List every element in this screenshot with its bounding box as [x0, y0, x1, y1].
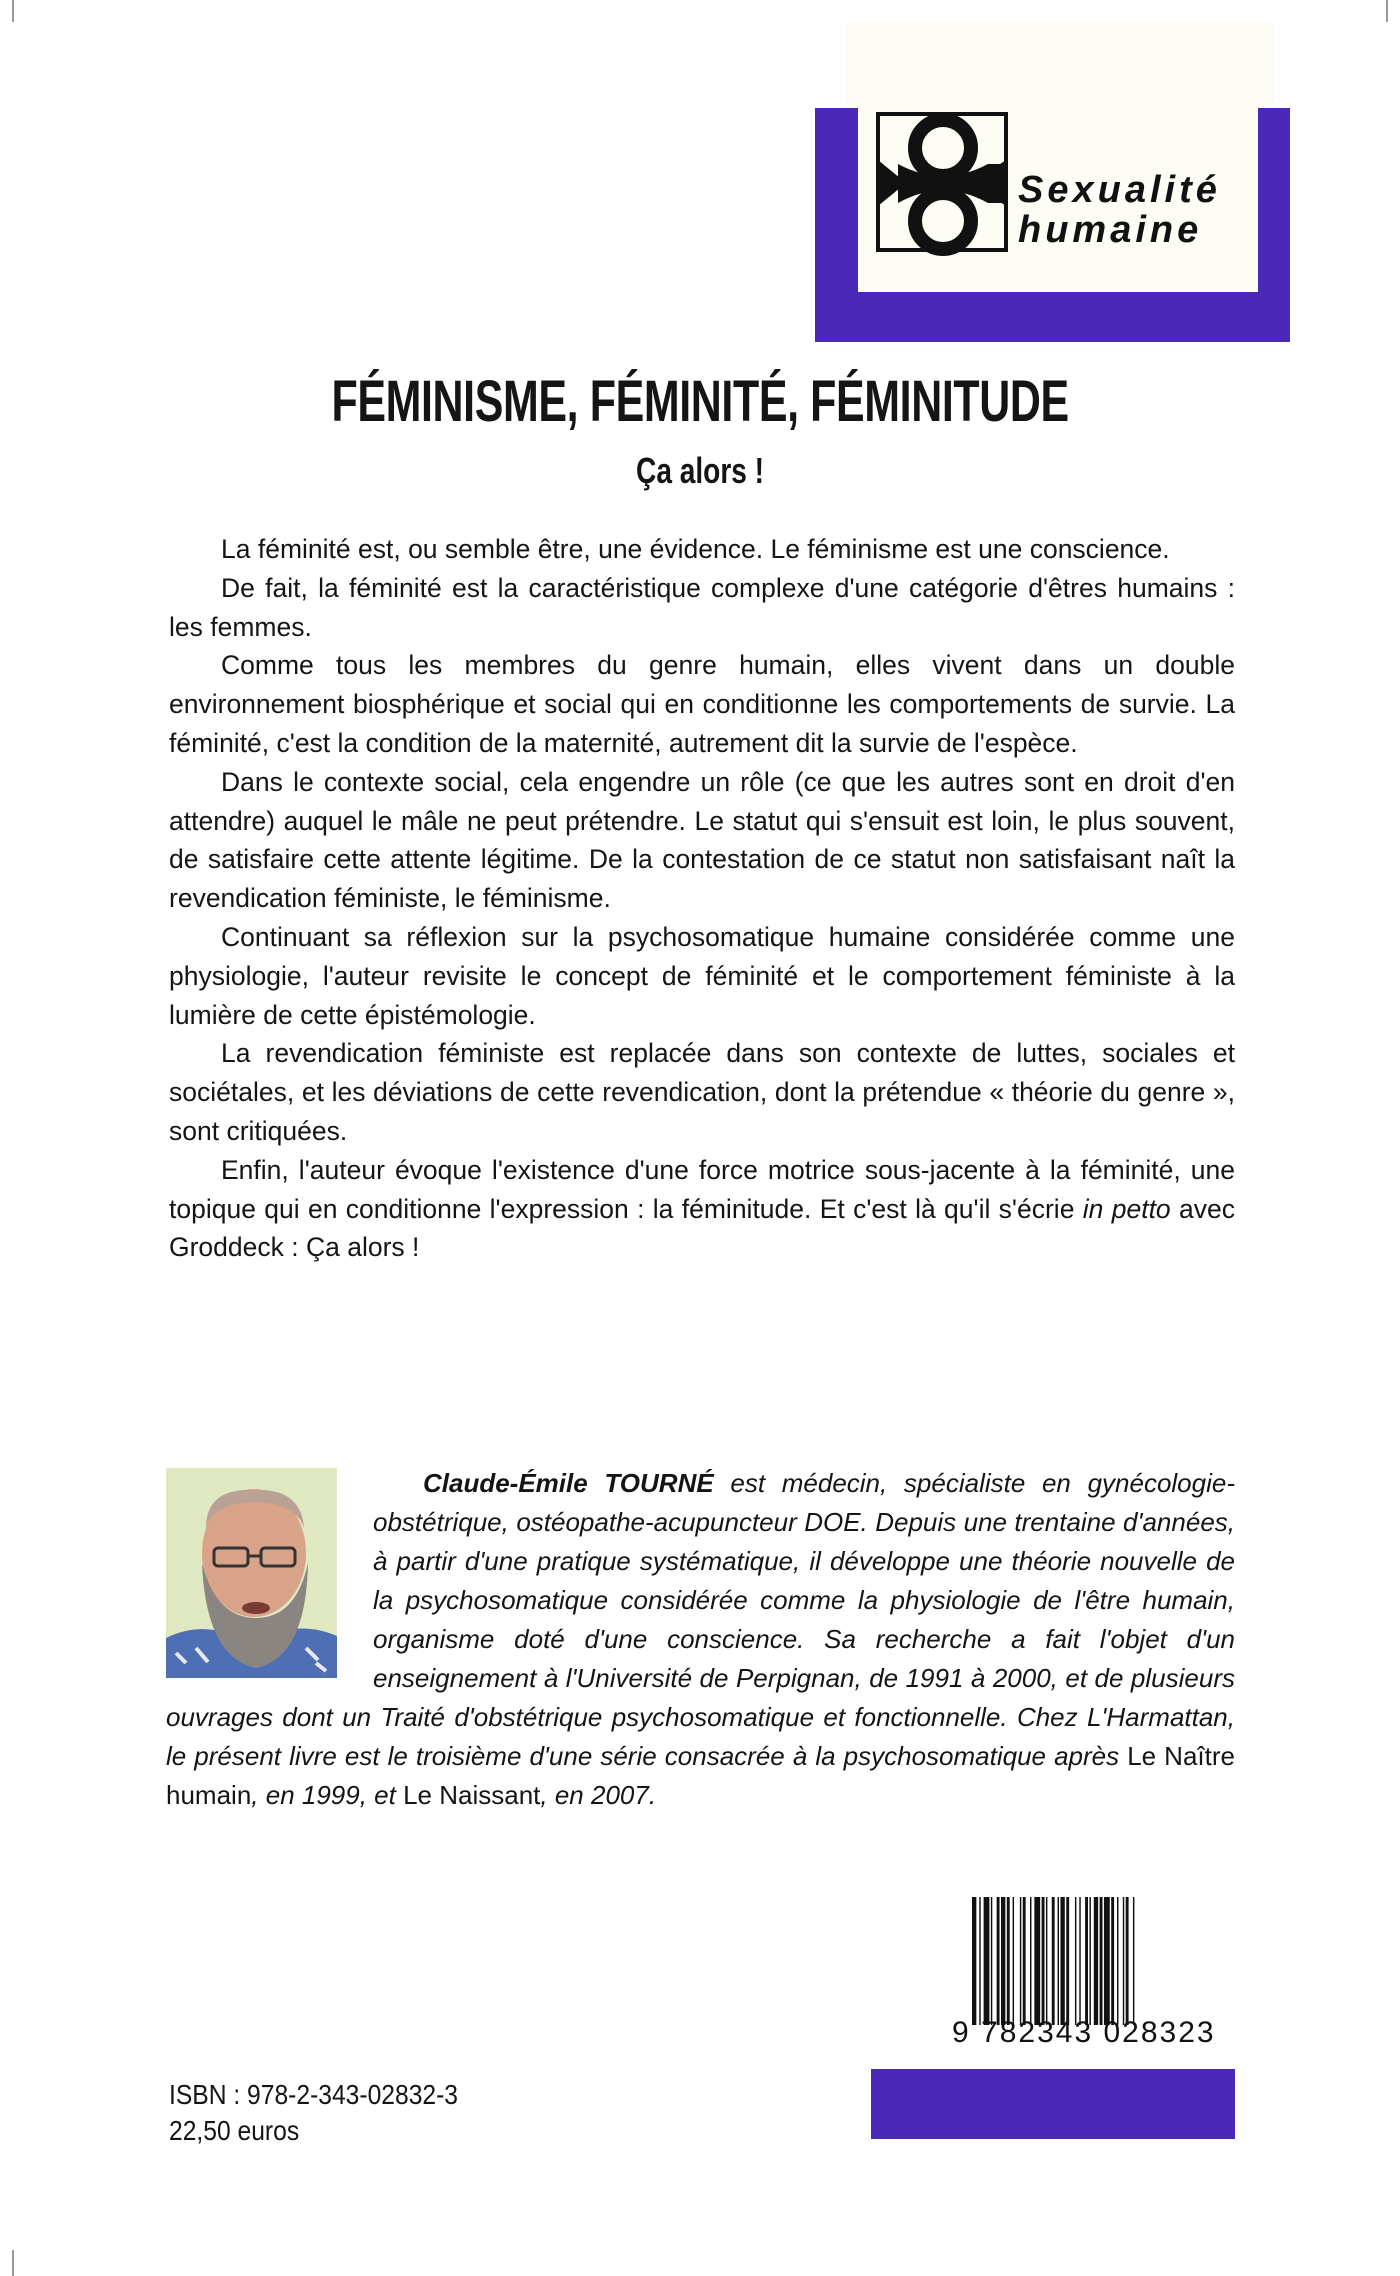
price: 22,50 euros [169, 2115, 300, 2146]
barcode-bar [1052, 1897, 1055, 2025]
book-title [0, 368, 1400, 435]
barcode-bar [1126, 1897, 1129, 2025]
barcode-bar [1075, 1897, 1076, 2025]
series-name [1018, 170, 1221, 250]
barcode-bar [991, 1897, 992, 2025]
barcode-bar [1030, 1897, 1031, 2025]
crop-mark [12, 0, 14, 22]
text: avec Groddeck : Ça alors ! [169, 1193, 1235, 1263]
blurb-paragraph: Continuant sa réflexion sur la psychosomatique humaine considérée comme une physiologie, l'auteur revisite le concept de féminité et le comportement féministe à la lumière de cette épistémologie. [169, 921, 1235, 1030]
barcode-bar [1094, 1897, 1098, 2025]
book-title-ref: Le Naître humain [166, 1741, 1235, 1810]
blurb-paragraph: Comme tous les membres du genre humain, elles vivent dans un double environnement biosphérique et social qui en conditionne les comportements de survie. La féminité, c'est la condition de la maternité, autrement dit la survie de l'espèce. [169, 650, 1235, 758]
italic-text: in petto [1082, 1193, 1171, 1224]
barcode-bar [1023, 1897, 1026, 2025]
book-title-text: FÉMINISME, FÉMINITÉ, FÉMINITUDE [331, 369, 1069, 434]
barcode-bar [1111, 1897, 1114, 2025]
bio-text: , en 1999, et [251, 1780, 404, 1810]
barcode-bar [1001, 1897, 1005, 2025]
crop-mark [12, 2250, 14, 2276]
author-photo [166, 1468, 337, 1678]
gender-symbol-icon [876, 108, 1010, 258]
barcode-bar [1007, 1897, 1010, 2025]
book-subtitle-text: Ça alors ! [636, 450, 764, 491]
barcode-bar [1123, 1897, 1124, 2025]
purple-block [871, 2069, 1235, 2139]
barcode-bar [1058, 1897, 1059, 2025]
book-subtitle [0, 450, 1400, 492]
blurb-paragraph: La revendication féministe est replacée dans son contexte de luttes, sociales et sociétales, et les déviations de cette revendication, dont la prétendue « théorie du genre », sont critiquées. [169, 1038, 1235, 1146]
barcode-digits: 9 782343 028323 [952, 2016, 1216, 2049]
bio-text: est médecin, spécialiste en gynécologie-obstétrique, ostéopathe-acupuncteur DOE. Depuis une trentaine d'années, à partir d'une pratique systématique, il développe une théorie nouvelle de la psychosomatique considérée comme la physiologie de l'être humain, organisme doté d'une conscience. Sa recherche a fait l'objet d'un enseignement à l'Université de Perpignan, de 1991 à 2000, et de plusieurs ouvrages dont un Traité d'obstétrique psychosomatique et fonctionnelle. Chez L'Harmattan, le présent livre est le troisième d'une série consacrée à la psychosomatique après [166, 1468, 1235, 1771]
text: Enfin, l'auteur évoque l'existence d'une force motrice sous-jacente à la féminité, une topique qui en conditionne l'expression : la féminitude. Et c'est là qu'il s'écrie [169, 1154, 1235, 1224]
barcode-bar [1079, 1897, 1080, 2025]
barcode-bar [1042, 1897, 1045, 2025]
author-name: Claude-Émile TOURNÉ [423, 1468, 714, 1498]
barcode-bar [1020, 1897, 1021, 2025]
barcode-bar [984, 1897, 990, 2025]
barcode-bar [1046, 1897, 1047, 2025]
isbn: ISBN : 978-2-343-02832-3 [169, 2079, 459, 2110]
blurb-paragraph [169, 1151, 1235, 1267]
barcode-bar [1085, 1897, 1088, 2025]
barcode-bar [1100, 1897, 1103, 2025]
barcode [972, 1897, 1235, 2025]
crop-mark [1386, 0, 1388, 22]
book-title-ref: Le Naissant [403, 1780, 541, 1810]
series-name-line2: humaine [1018, 209, 1203, 251]
barcode-bar [1060, 1897, 1064, 2025]
barcode-bar [1089, 1897, 1090, 2025]
barcode-bar [979, 1897, 980, 2025]
author-bio [166, 1464, 1235, 1815]
barcode-bar [1133, 1897, 1134, 2025]
barcode-bar [1104, 1897, 1110, 2025]
bio-text: , en 2007. [540, 1780, 657, 1810]
blurb-paragraph: De fait, la féminité est la caractéristique complexe d'une catégorie d'êtres humains : les femmes. [169, 572, 1235, 642]
barcode-bar [1066, 1897, 1069, 2025]
isbn-price [169, 2077, 497, 2149]
barcode-bar [972, 1897, 976, 2025]
series-name-line1: Sexualité [1018, 169, 1221, 211]
blurb-paragraph: La féminité est, ou semble être, une évidence. Le féminisme est une conscience. [221, 534, 1170, 564]
barcode-bar [1034, 1897, 1040, 2025]
blurb-paragraph: Dans le contexte social, cela engendre un rôle (ce que les autres sont en droit d'en attendre) auquel le mâle ne peut prétendre. Le statut qui s'ensuit est loin, le plus souvent, de satisfaire cette attente légitime. De la contestation de ce statut non satisfaisant naît la revendication féministe, le féminisme. [169, 766, 1235, 914]
barcode-bar [1117, 1897, 1118, 2025]
barcode-bar [1013, 1897, 1014, 2025]
barcode-bar [997, 1897, 1000, 2025]
blurb [169, 530, 1235, 1267]
